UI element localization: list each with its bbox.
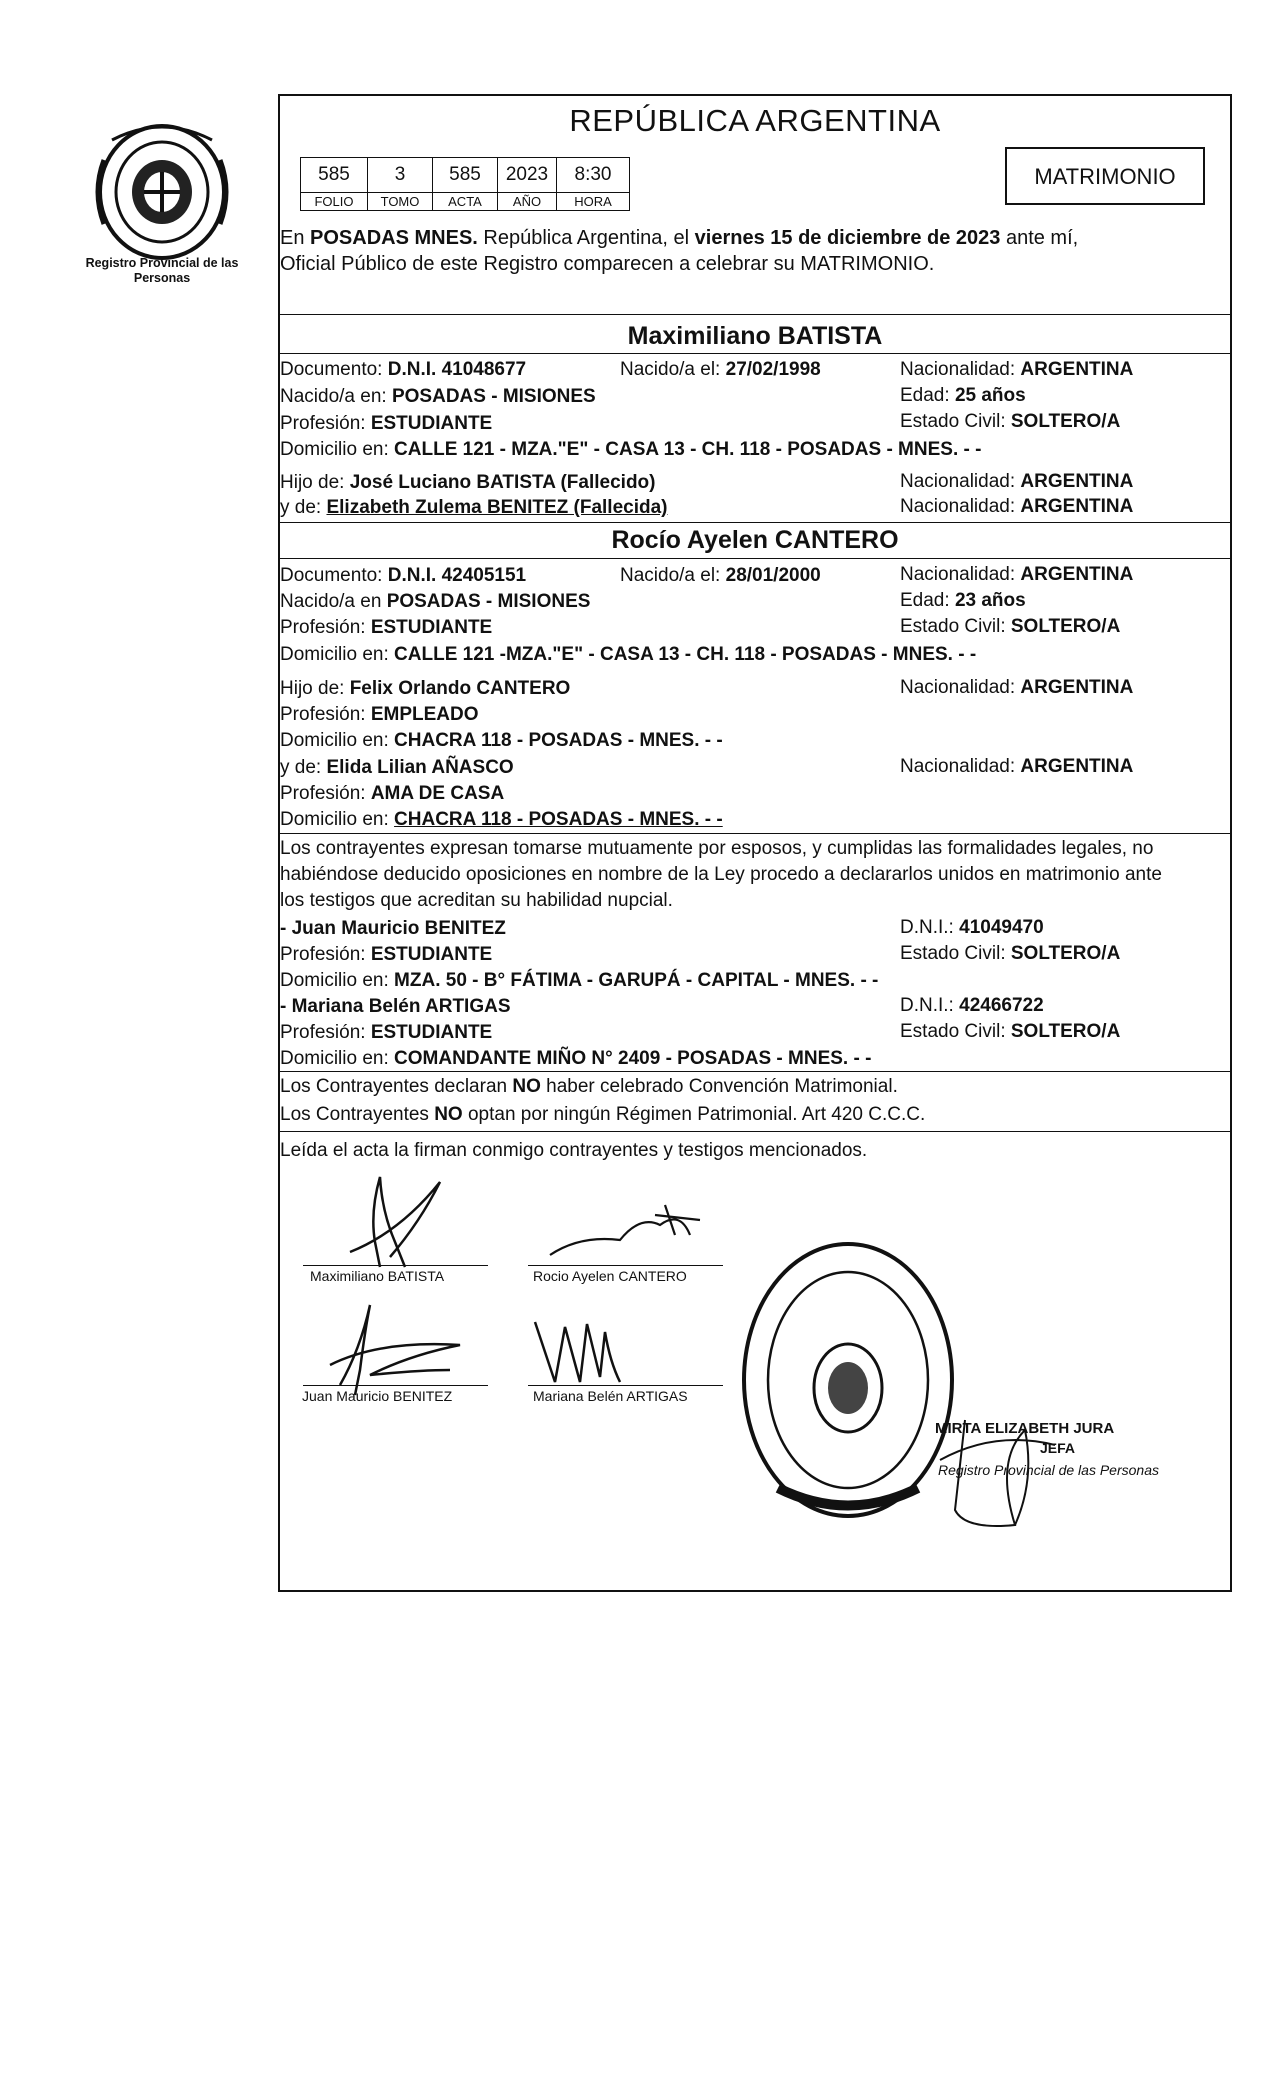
signature-2 [540, 1195, 730, 1270]
acta-value: 585 [433, 158, 498, 193]
convention-line-1: Los Contrayentes declaran NO haber celebrado Convención Matrimonial. [280, 1076, 898, 1097]
spouse1-name: Maximiliano BATISTA [627, 322, 883, 350]
witness2-civil-status: Estado Civil: SOLTERO/A [900, 1021, 1121, 1042]
signature-line [303, 1265, 488, 1266]
spouse1-age: Edad: 25 años [900, 385, 1026, 406]
divider [278, 833, 1232, 834]
witness1-name: - Juan Mauricio BENITEZ [280, 918, 506, 939]
witness1-address: Domicilio en: MZA. 50 - B° FÁTIMA - GARUPÁ - CAPITAL - MNES. - - [280, 970, 879, 991]
declaration-line-3: los testigos que acreditan su habilidad nupcial. [280, 890, 673, 911]
witness1-dni: D.N.I.: 41049470 [900, 917, 1044, 938]
witness2-profession: Profesión: ESTUDIANTE [280, 1022, 493, 1043]
folio-header: FOLIO [301, 193, 368, 211]
declaration-line-2: habiéndose deducido oposiciones en nombre de la Ley procedo a declararlos unidos en matrimonio ante [280, 864, 1162, 885]
spouse1-civil-status: Estado Civil: SOLTERO/A [900, 411, 1121, 432]
tomo-value: 3 [368, 158, 433, 193]
spouse1-address: Domicilio en: CALLE 121 - MZA."E" - CASA 13 - CH. 118 - POSADAS - MNES. - - [280, 439, 982, 460]
spouse1-birthdate: Nacido/a el: 27/02/1998 [620, 359, 821, 380]
hour-value: 8:30 [557, 158, 630, 193]
registry-label: Registro Provincial de las Personas [85, 256, 239, 285]
year-header: AÑO [498, 193, 557, 211]
spouse1-birthplace: Nacido/a en: POSADAS - MISIONES [280, 386, 596, 407]
official-registry: Registro Provincial de las Personas [938, 1462, 1159, 1478]
divider [278, 558, 1232, 559]
tomo-header: TOMO [368, 193, 433, 211]
witness2-dni: D.N.I.: 42466722 [900, 995, 1044, 1016]
closing-statement: Leída el acta la firman conmigo contrayentes y testigos mencionados. [280, 1140, 868, 1161]
divider [278, 314, 1232, 315]
witness2-address: Domicilio en: COMANDANTE MIÑO N° 2409 - POSADAS - MNES. - - [280, 1048, 872, 1069]
intro-line-2: Oficial Público de este Registro comparecen a celebrar su MATRIMONIO. [280, 253, 935, 275]
spouse2-father-nationality: Nacionalidad: ARGENTINA [900, 677, 1134, 698]
registration-table [300, 157, 630, 211]
spouse1-father: Hijo de: José Luciano BATISTA (Fallecido) [280, 472, 656, 493]
spouse2-birthdate: Nacido/a el: 28/01/2000 [620, 565, 821, 586]
spouse2-father-profession: Profesión: EMPLEADO [280, 704, 479, 725]
witness1-profession: Profesión: ESTUDIANTE [280, 944, 493, 965]
year-value: 2023 [498, 158, 557, 193]
spouse1-father-nationality: Nacionalidad: ARGENTINA [900, 471, 1134, 492]
declaration-line-1: Los contrayentes expresan tomarse mutuamente por esposos, y cumplidas las formalidades legales, no [280, 838, 1154, 859]
official-name: MIRTA ELIZABETH JURA [935, 1420, 1115, 1437]
official-title: JEFA [1040, 1440, 1076, 1456]
witness1-civil-status: Estado Civil: SOLTERO/A [900, 943, 1121, 964]
spouse2-father-address: Domicilio en: CHACRA 118 - POSADAS - MNES. - - [280, 730, 723, 751]
signature-line [528, 1385, 723, 1386]
official-seal-stamp [738, 1238, 958, 1523]
spouse1-document: Documento: D.N.I. 41048677 [280, 359, 527, 380]
acta-header: ACTA [433, 193, 498, 211]
signature-3-label: Juan Mauricio BENITEZ [302, 1388, 453, 1404]
signature-line [303, 1385, 488, 1386]
spouse2-birthplace: Nacido/a en POSADAS - MISIONES [280, 591, 591, 612]
intro-line-1: En POSADAS MNES. República Argentina, el viernes 15 de diciembre de 2023 ante mí, [280, 227, 1079, 249]
spouse2-age: Edad: 23 años [900, 590, 1026, 611]
divider [278, 522, 1232, 523]
signature-1 [320, 1172, 490, 1272]
witness2-name: - Mariana Belén ARTIGAS [280, 996, 511, 1017]
spouse2-mother: y de: Elida Lilian AÑASCO [280, 757, 514, 778]
spouse2-name: Rocío Ayelen CANTERO [611, 526, 899, 554]
hour-header: HORA [557, 193, 630, 211]
signature-4 [525, 1312, 625, 1392]
spouse1-profession: Profesión: ESTUDIANTE [280, 413, 493, 434]
folio-value: 585 [301, 158, 368, 193]
signature-line [528, 1265, 723, 1266]
country-title: REPÚBLICA ARGENTINA [569, 103, 941, 138]
spouse2-mother-address: Domicilio en: CHACRA 118 - POSADAS - MNES. - - [280, 809, 723, 830]
act-type-box: MATRIMONIO [1005, 147, 1205, 205]
spouse1-nationality: Nacionalidad: ARGENTINA [900, 359, 1134, 380]
spouse2-civil-status: Estado Civil: SOLTERO/A [900, 616, 1121, 637]
spouse1-mother-nationality: Nacionalidad: ARGENTINA [900, 496, 1134, 517]
spouse2-mother-nationality: Nacionalidad: ARGENTINA [900, 756, 1134, 777]
spouse2-profession: Profesión: ESTUDIANTE [280, 617, 493, 638]
divider [278, 1131, 1232, 1132]
signature-4-label: Mariana Belén ARTIGAS [533, 1388, 688, 1404]
spouse2-address: Domicilio en: CALLE 121 -MZA."E" - CASA 13 - CH. 118 - POSADAS - MNES. - - [280, 644, 977, 665]
spouse2-father: Hijo de: Felix Orlando CANTERO [280, 678, 571, 699]
spouse2-mother-profession: Profesión: AMA DE CASA [280, 783, 505, 804]
spouse2-document: Documento: D.N.I. 42405151 [280, 565, 527, 586]
spouse1-mother: y de: Elizabeth Zulema BENITEZ (Fallecida) [280, 497, 668, 518]
divider [278, 1071, 1232, 1072]
divider [278, 353, 1232, 354]
convention-line-2: Los Contrayentes NO optan por ningún Régimen Patrimonial. Art 420 C.C.C. [280, 1104, 926, 1125]
spouse2-nationality: Nacionalidad: ARGENTINA [900, 564, 1134, 585]
signature-1-label: Maximiliano BATISTA [310, 1268, 445, 1284]
signature-2-label: Rocio Ayelen CANTERO [533, 1268, 687, 1284]
